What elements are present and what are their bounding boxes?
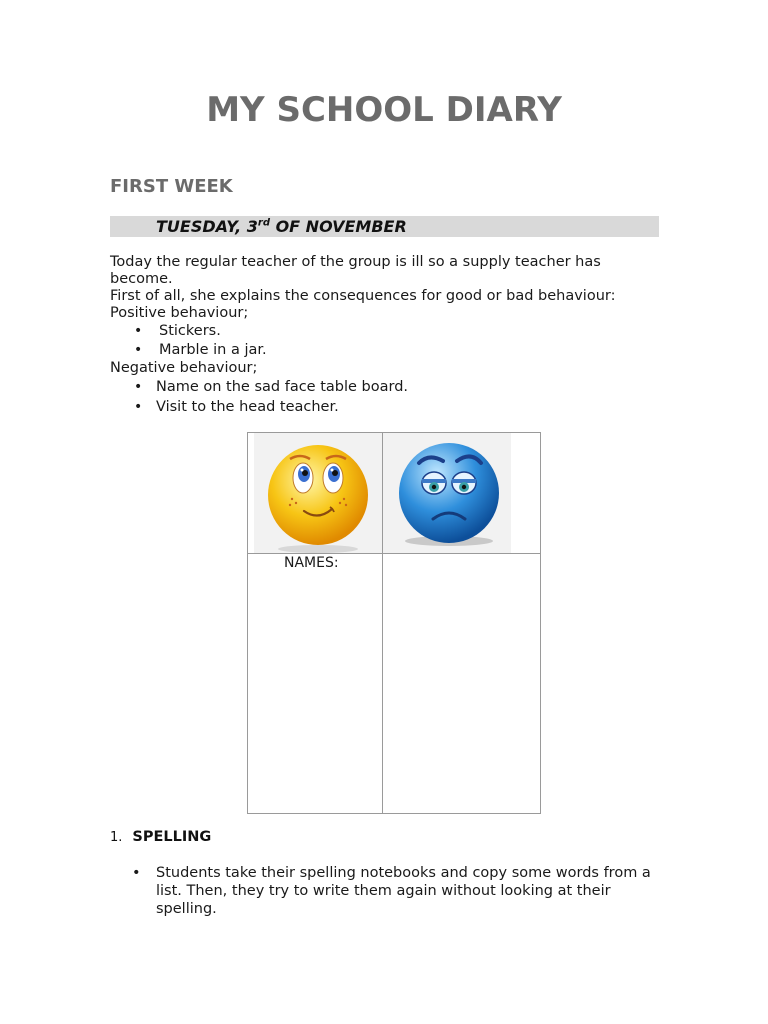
day-suffix: OF NOVEMBER <box>270 217 407 236</box>
sad-face-icon <box>383 433 511 553</box>
day-ordinal: rd <box>257 217 270 229</box>
section-heading <box>110 829 211 845</box>
day-prefix: TUESDAY, 3 <box>156 217 258 236</box>
list-item: • Visit to the head teacher. <box>134 399 339 415</box>
behaviour-table <box>247 432 541 814</box>
happy-face-cell <box>254 433 382 553</box>
section-body <box>110 864 670 918</box>
table-divider <box>382 433 383 813</box>
sad-face-cell <box>383 433 511 553</box>
intro-paragraph-2: First of all, she explains the consequences for good or bad behaviour: <box>110 288 616 304</box>
names-label: NAMES: <box>284 555 339 571</box>
bullet-icon: • <box>134 323 143 339</box>
section-number: 1. <box>110 830 123 845</box>
intro-paragraph: Today the regular teacher of the group is ill so a supply teacher has become. <box>110 254 601 287</box>
day-banner <box>110 216 659 237</box>
table-divider <box>248 553 540 554</box>
week-heading: FIRST WEEK <box>110 176 233 197</box>
positive-heading: Positive behaviour; <box>110 305 249 321</box>
bullet-icon: • <box>132 865 141 881</box>
list-item: • Students take their spelling notebooks and copy some words from a list. Then, they try to write them again without looking at their spelling. <box>132 865 651 917</box>
page-title: MY SCHOOL DIARY <box>206 90 562 130</box>
happy-face-icon <box>254 433 382 553</box>
bullet-icon: • <box>134 379 143 395</box>
bullet-icon: • <box>134 399 143 415</box>
section-label: SPELLING <box>132 829 212 845</box>
negative-heading: Negative behaviour; <box>110 360 258 376</box>
list-item: • Name on the sad face table board. <box>134 379 409 395</box>
body-text <box>110 254 660 417</box>
list-item: • Stickers. <box>134 323 221 339</box>
list-item: • Marble in a jar. <box>134 342 267 358</box>
bullet-icon: • <box>134 342 143 358</box>
day-heading <box>156 216 407 237</box>
